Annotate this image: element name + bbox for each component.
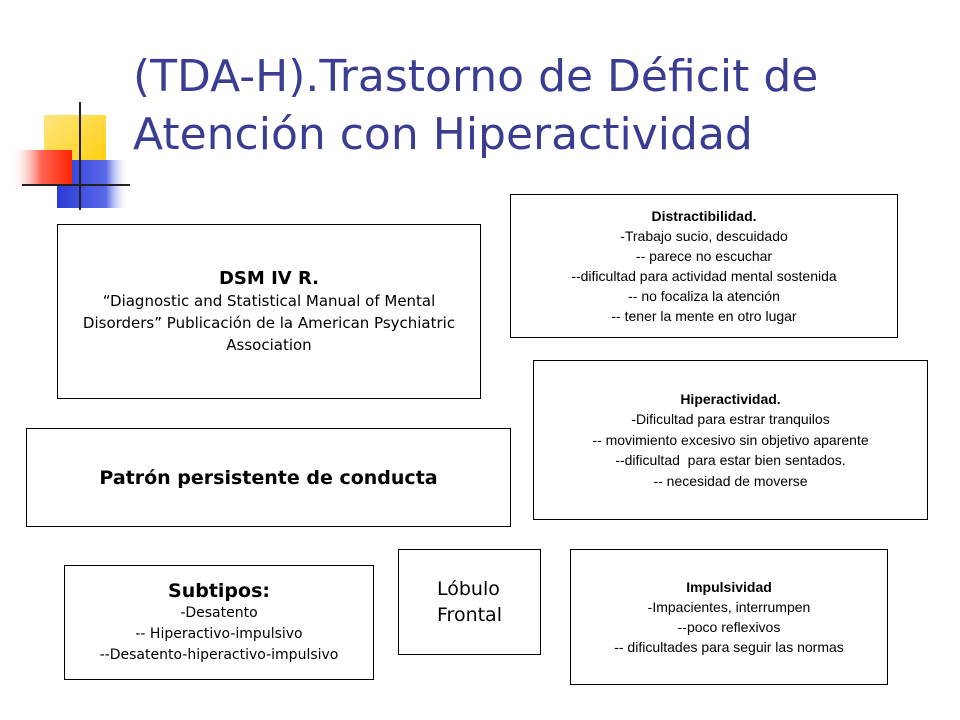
impulsividad-item: --poco reflexivos bbox=[677, 619, 781, 635]
distractibilidad-heading: Distractibilidad. bbox=[651, 208, 757, 224]
distractibilidad-item: -Trabajo sucio, descuidado bbox=[620, 228, 788, 244]
lobulo-frontal-text: Lóbulo Frontal bbox=[437, 578, 502, 626]
decorative-squares-logo bbox=[0, 0, 140, 220]
dsm-box bbox=[57, 224, 481, 399]
impulsividad-heading: Impulsividad bbox=[686, 579, 772, 595]
slide-title: (TDA-H).Trastorno de Déficit de Atención con Hiperactividad bbox=[133, 51, 819, 160]
hiperactividad-item: -- necesidad de moverse bbox=[653, 472, 808, 489]
hiperactividad-item: -Dificultad para estrar tranquilos bbox=[631, 411, 830, 428]
impulsividad-item: -- dificultades para seguir las normas bbox=[614, 639, 844, 655]
impulsividad-item: -Impacientes, interrumpen bbox=[647, 599, 811, 615]
subtipos-item: -- Hiperactivo-impulsivo bbox=[135, 626, 303, 642]
subtipos-item: --Desatento-hiperactivo-impulsivo bbox=[99, 647, 339, 663]
subtipos-item: -Desatento bbox=[180, 605, 258, 621]
distractibilidad-item: -- parece no escuchar bbox=[635, 248, 773, 264]
subtipos-box bbox=[64, 565, 374, 680]
hiperactividad-item: -- movimiento excesivo sin objetivo aparente bbox=[592, 431, 869, 448]
lobulo-frontal-box bbox=[398, 549, 541, 655]
impulsividad-box bbox=[570, 549, 888, 685]
distractibilidad-item: -- no focaliza la atención bbox=[628, 288, 780, 304]
patron-box bbox=[26, 428, 511, 527]
dsm-description: “Diagnostic and Statistical Manual of Mental Disorders” Publicación de la American Psychiatric Association bbox=[82, 292, 456, 354]
patron-text: Patrón persistente de conducta bbox=[99, 466, 438, 489]
dsm-heading: DSM IV R. bbox=[218, 268, 319, 289]
distractibilidad-item: -- tener la mente en otro lugar bbox=[611, 308, 797, 324]
hiperactividad-box bbox=[533, 360, 928, 520]
subtipos-heading: Subtipos: bbox=[168, 580, 270, 602]
distractibilidad-box bbox=[510, 194, 898, 338]
distractibilidad-item: --dificultad para actividad mental sostenida bbox=[571, 268, 837, 284]
hiperactividad-heading: Hiperactividad. bbox=[680, 390, 781, 407]
hiperactividad-item: --dificultad para estar bien sentados. bbox=[615, 452, 846, 469]
